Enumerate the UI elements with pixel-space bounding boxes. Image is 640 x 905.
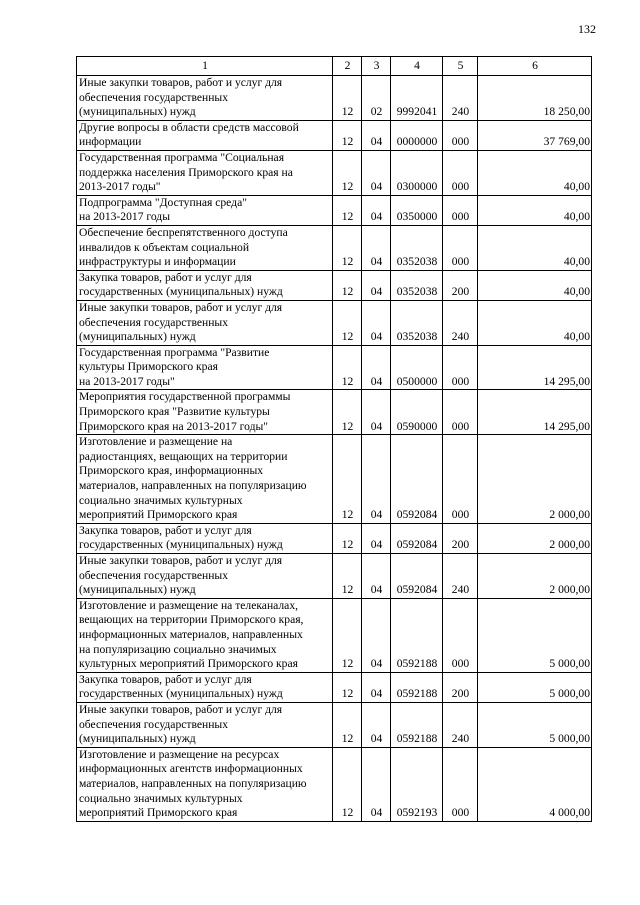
expense-type-cell: 200: [443, 270, 478, 300]
expense-type-cell: 000: [443, 150, 478, 195]
table-row: [77, 150, 592, 195]
subsection-cell: 04: [362, 523, 391, 553]
target-article-cell: 0592084: [391, 435, 443, 524]
column-header: 4: [391, 57, 443, 76]
column-header: 3: [362, 57, 391, 76]
expense-type-cell: 240: [443, 300, 478, 345]
section-cell: 12: [333, 390, 362, 435]
expense-type-cell: 240: [443, 76, 478, 121]
row-name-cell: Закупка товаров, работ и услуг для государственных (муниципальных) нужд: [77, 523, 333, 553]
table-row: [77, 598, 592, 672]
subsection-cell: 04: [362, 435, 391, 524]
subsection-cell: 04: [362, 598, 391, 672]
expense-type-cell: 000: [443, 225, 478, 270]
subsection-cell: 04: [362, 702, 391, 747]
target-article-cell: 0352038: [391, 225, 443, 270]
subsection-cell: 04: [362, 270, 391, 300]
expense-type-cell: 000: [443, 747, 478, 821]
column-header: 1: [77, 57, 333, 76]
table-row: [77, 554, 592, 599]
amount-cell: 5 000,00: [478, 702, 592, 747]
expense-type-cell: 000: [443, 435, 478, 524]
row-name-cell: Подпрограмма "Доступная среда" на 2013-2017 годы: [77, 195, 333, 225]
budget-table: [76, 56, 592, 822]
section-cell: 12: [333, 554, 362, 599]
amount-cell: 4 000,00: [478, 747, 592, 821]
row-name-cell: Обеспечение беспрепятственного доступа инвалидов к объектам социальной инфраструктуры и информации: [77, 225, 333, 270]
row-name-cell: Закупка товаров, работ и услуг для государственных (муниципальных) нужд: [77, 270, 333, 300]
section-cell: 12: [333, 120, 362, 150]
target-article-cell: 0350000: [391, 195, 443, 225]
target-article-cell: 0352038: [391, 300, 443, 345]
expense-type-cell: 000: [443, 598, 478, 672]
amount-cell: 40,00: [478, 300, 592, 345]
row-name-cell: Иные закупки товаров, работ и услуг для обеспечения государственных (муниципальных) нужд: [77, 702, 333, 747]
row-name-cell: Изготовление и размещение на телеканалах, вещающих на территории Приморского края, информационных материалов, направленных на популяризацию социально значимых культурных мероприятий Приморского края: [77, 598, 333, 672]
table-row: [77, 120, 592, 150]
target-article-cell: 0500000: [391, 345, 443, 390]
target-article-cell: 0352038: [391, 270, 443, 300]
amount-cell: 37 769,00: [478, 120, 592, 150]
section-cell: 12: [333, 435, 362, 524]
column-header: 6: [478, 57, 592, 76]
table-body: [77, 76, 592, 822]
target-article-cell: 0592188: [391, 598, 443, 672]
target-article-cell: 0000000: [391, 120, 443, 150]
table-row: [77, 702, 592, 747]
table-row: [77, 225, 592, 270]
expense-type-cell: 240: [443, 554, 478, 599]
table-row: [77, 270, 592, 300]
section-cell: 12: [333, 76, 362, 121]
section-cell: 12: [333, 702, 362, 747]
amount-cell: 14 295,00: [478, 345, 592, 390]
section-cell: 12: [333, 150, 362, 195]
expense-type-cell: 240: [443, 702, 478, 747]
target-article-cell: 0592188: [391, 702, 443, 747]
amount-cell: 2 000,00: [478, 435, 592, 524]
expense-type-cell: 000: [443, 390, 478, 435]
table-row: [77, 76, 592, 121]
subsection-cell: 04: [362, 672, 391, 702]
table-row: [77, 523, 592, 553]
subsection-cell: 04: [362, 195, 391, 225]
row-name-cell: Мероприятия государственной программы Приморского края "Развитие культуры Приморского края на 2013-2017 годы": [77, 390, 333, 435]
header-row: [77, 57, 592, 76]
target-article-cell: 0590000: [391, 390, 443, 435]
subsection-cell: 04: [362, 300, 391, 345]
subsection-cell: 04: [362, 390, 391, 435]
expense-type-cell: 000: [443, 345, 478, 390]
amount-cell: 2 000,00: [478, 523, 592, 553]
table-row: [77, 435, 592, 524]
section-cell: 12: [333, 345, 362, 390]
target-article-cell: 0592193: [391, 747, 443, 821]
subsection-cell: 04: [362, 150, 391, 195]
subsection-cell: 04: [362, 345, 391, 390]
row-name-cell: Государственная программа "Социальная поддержка населения Приморского края на 2013-2017 годы": [77, 150, 333, 195]
section-cell: 12: [333, 523, 362, 553]
table-row: [77, 390, 592, 435]
subsection-cell: 04: [362, 747, 391, 821]
target-article-cell: 0592084: [391, 554, 443, 599]
table-row: [77, 300, 592, 345]
row-name-cell: Изготовление и размещение на ресурсах информационных агентств информационных материалов, направленных на популяризацию социально значимых культурных мероприятий Приморского края: [77, 747, 333, 821]
page-number: 132: [578, 22, 596, 36]
row-name-cell: Иные закупки товаров, работ и услуг для обеспечения государственных (муниципальных) нужд: [77, 76, 333, 121]
target-article-cell: 0300000: [391, 150, 443, 195]
column-header: 2: [333, 57, 362, 76]
amount-cell: 40,00: [478, 150, 592, 195]
amount-cell: 40,00: [478, 270, 592, 300]
row-name-cell: Изготовление и размещение на радиостанциях, вещающих на территории Приморского края, информационных материалов, направленных на популяризацию социально значимых культурных мероприятий Приморского края: [77, 435, 333, 524]
column-header: 5: [443, 57, 478, 76]
table-row: [77, 672, 592, 702]
expense-type-cell: 000: [443, 120, 478, 150]
row-name-cell: Другие вопросы в области средств массовой информации: [77, 120, 333, 150]
amount-cell: 14 295,00: [478, 390, 592, 435]
section-cell: 12: [333, 270, 362, 300]
amount-cell: 40,00: [478, 225, 592, 270]
subsection-cell: 04: [362, 554, 391, 599]
amount-cell: 18 250,00: [478, 76, 592, 121]
row-name-cell: Государственная программа "Развитие культуры Приморского края на 2013-2017 годы": [77, 345, 333, 390]
table-row: [77, 345, 592, 390]
amount-cell: 5 000,00: [478, 598, 592, 672]
row-name-cell: Иные закупки товаров, работ и услуг для обеспечения государственных (муниципальных) нужд: [77, 300, 333, 345]
subsection-cell: 04: [362, 225, 391, 270]
table-row: [77, 195, 592, 225]
amount-cell: 2 000,00: [478, 554, 592, 599]
row-name-cell: Закупка товаров, работ и услуг для государственных (муниципальных) нужд: [77, 672, 333, 702]
expense-type-cell: 000: [443, 195, 478, 225]
section-cell: 12: [333, 225, 362, 270]
table-row: [77, 747, 592, 821]
amount-cell: 5 000,00: [478, 672, 592, 702]
target-article-cell: 9992041: [391, 76, 443, 121]
target-article-cell: 0592084: [391, 523, 443, 553]
expense-type-cell: 200: [443, 672, 478, 702]
section-cell: 12: [333, 195, 362, 225]
section-cell: 12: [333, 747, 362, 821]
section-cell: 12: [333, 672, 362, 702]
target-article-cell: 0592188: [391, 672, 443, 702]
row-name-cell: Иные закупки товаров, работ и услуг для обеспечения государственных (муниципальных) нужд: [77, 554, 333, 599]
amount-cell: 40,00: [478, 195, 592, 225]
expense-type-cell: 200: [443, 523, 478, 553]
section-cell: 12: [333, 300, 362, 345]
section-cell: 12: [333, 598, 362, 672]
subsection-cell: 02: [362, 76, 391, 121]
subsection-cell: 04: [362, 120, 391, 150]
